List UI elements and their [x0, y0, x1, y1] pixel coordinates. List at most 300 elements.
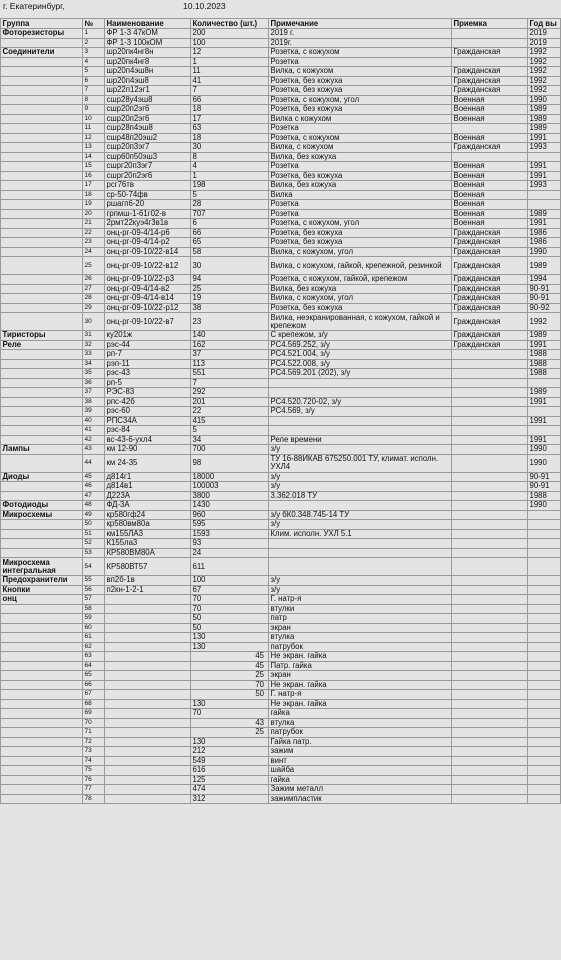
cell-quantity[interactable]: 67: [191, 585, 269, 595]
cell-name[interactable]: ку201ж: [105, 331, 191, 341]
cell-group[interactable]: [1, 257, 83, 275]
cell-group[interactable]: [1, 397, 83, 407]
cell-group[interactable]: [1, 407, 83, 417]
cell-quantity[interactable]: 34: [191, 435, 269, 445]
cell-note[interactable]: [269, 388, 452, 398]
cell-quantity[interactable]: 1: [191, 171, 269, 181]
cell-quantity[interactable]: 200: [191, 29, 269, 39]
cell-number[interactable]: 7: [83, 86, 105, 96]
cell-group[interactable]: [1, 642, 83, 652]
cell-acceptance[interactable]: [452, 472, 528, 482]
cell-year[interactable]: [528, 680, 561, 690]
cell-number[interactable]: 38: [83, 397, 105, 407]
cell-group[interactable]: Фоторезисторы: [1, 29, 83, 39]
cell-number[interactable]: 76: [83, 775, 105, 785]
cell-quantity[interactable]: 63: [191, 124, 269, 134]
cell-quantity[interactable]: 7: [191, 86, 269, 96]
column-header-acceptance[interactable]: Приемка: [452, 19, 528, 29]
cell-year[interactable]: [528, 728, 561, 738]
cell-name[interactable]: кр580гф24: [105, 510, 191, 520]
cell-year[interactable]: [528, 539, 561, 549]
cell-note[interactable]: Не экран. гайка: [269, 652, 452, 662]
cell-acceptance[interactable]: [452, 501, 528, 511]
cell-quantity[interactable]: 1430: [191, 501, 269, 511]
cell-group[interactable]: [1, 38, 83, 48]
cell-note[interactable]: [269, 548, 452, 558]
cell-group[interactable]: Микросхемы: [1, 510, 83, 520]
cell-number[interactable]: 23: [83, 238, 105, 248]
cell-year[interactable]: [528, 652, 561, 662]
cell-quantity[interactable]: 18: [191, 133, 269, 143]
cell-name[interactable]: км155ЛА3: [105, 529, 191, 539]
cell-name[interactable]: ФР 1-3 100кОМ: [105, 38, 191, 48]
cell-group[interactable]: [1, 661, 83, 671]
cell-name[interactable]: Д223А: [105, 491, 191, 501]
cell-acceptance[interactable]: [452, 661, 528, 671]
cell-acceptance[interactable]: [452, 633, 528, 643]
cell-group[interactable]: [1, 313, 83, 331]
cell-acceptance[interactable]: Гражданская: [452, 238, 528, 248]
cell-group[interactable]: [1, 548, 83, 558]
cell-acceptance[interactable]: [452, 718, 528, 728]
cell-name[interactable]: онц-рг-09-10/22-р12: [105, 303, 191, 313]
cell-acceptance[interactable]: [452, 426, 528, 436]
cell-year[interactable]: 1992: [528, 76, 561, 86]
cell-number[interactable]: 63: [83, 652, 105, 662]
cell-name[interactable]: [105, 604, 191, 614]
cell-year[interactable]: 1988: [528, 350, 561, 360]
cell-year[interactable]: [528, 190, 561, 200]
cell-acceptance[interactable]: Гражданская: [452, 303, 528, 313]
cell-year[interactable]: [528, 614, 561, 624]
cell-group[interactable]: [1, 747, 83, 757]
cell-note[interactable]: з/у: [269, 585, 452, 595]
cell-note[interactable]: РС4.569, з/у: [269, 407, 452, 417]
cell-name[interactable]: [105, 709, 191, 719]
cell-note[interactable]: РС4.522.008, з/у: [269, 359, 452, 369]
cell-group[interactable]: Диоды: [1, 472, 83, 482]
cell-number[interactable]: 36: [83, 378, 105, 388]
cell-number[interactable]: 34: [83, 359, 105, 369]
cell-acceptance[interactable]: Гражданская: [452, 143, 528, 153]
cell-acceptance[interactable]: [452, 435, 528, 445]
cell-note[interactable]: [269, 558, 452, 576]
cell-group[interactable]: Предохранители: [1, 576, 83, 586]
cell-name[interactable]: К155ла3: [105, 539, 191, 549]
cell-name[interactable]: сшрг20п3эг7: [105, 162, 191, 172]
cell-group[interactable]: Соединители: [1, 48, 83, 58]
cell-note[interactable]: Вилка, без кожуха: [269, 152, 452, 162]
cell-group[interactable]: [1, 709, 83, 719]
cell-note[interactable]: [269, 539, 452, 549]
cell-note[interactable]: С крепежом, з/у: [269, 331, 452, 341]
cell-name[interactable]: онц-рг-09-4/14-в2: [105, 284, 191, 294]
cell-group[interactable]: Кнопки: [1, 585, 83, 595]
cell-quantity[interactable]: 30: [191, 257, 269, 275]
cell-year[interactable]: 1988: [528, 359, 561, 369]
cell-note[interactable]: з/у: [269, 520, 452, 530]
cell-year[interactable]: 1991: [528, 133, 561, 143]
cell-acceptance[interactable]: [452, 529, 528, 539]
cell-name[interactable]: шр20п4эш8н: [105, 67, 191, 77]
cell-quantity[interactable]: 19: [191, 294, 269, 304]
cell-number[interactable]: 60: [83, 623, 105, 633]
cell-year[interactable]: 90-92: [528, 303, 561, 313]
cell-acceptance[interactable]: Гражданская: [452, 284, 528, 294]
cell-year[interactable]: [528, 426, 561, 436]
cell-year[interactable]: 1991: [528, 397, 561, 407]
cell-group[interactable]: [1, 86, 83, 96]
cell-quantity[interactable]: 30: [191, 143, 269, 153]
cell-quantity[interactable]: 130: [191, 699, 269, 709]
cell-note[interactable]: Клим. исполн. УХЛ 5.1: [269, 529, 452, 539]
cell-group[interactable]: [1, 162, 83, 172]
cell-year[interactable]: 90-91: [528, 284, 561, 294]
cell-note[interactable]: з/у: [269, 482, 452, 492]
cell-quantity[interactable]: 22: [191, 407, 269, 417]
cell-number[interactable]: 41: [83, 426, 105, 436]
cell-number[interactable]: 37: [83, 388, 105, 398]
cell-note[interactable]: Вилка, с кожухом: [269, 143, 452, 153]
cell-year[interactable]: 1993: [528, 181, 561, 191]
cell-group[interactable]: [1, 775, 83, 785]
cell-year[interactable]: [528, 794, 561, 804]
cell-year[interactable]: 1989: [528, 331, 561, 341]
cell-note[interactable]: 2019г.: [269, 38, 452, 48]
cell-number[interactable]: 10: [83, 114, 105, 124]
cell-quantity[interactable]: 5: [191, 190, 269, 200]
cell-number[interactable]: 43: [83, 445, 105, 455]
cell-name[interactable]: п2кн-1-2-1: [105, 585, 191, 595]
cell-name[interactable]: шр20пк4нг8н: [105, 48, 191, 58]
cell-name[interactable]: грпмш-1-61г02-в: [105, 209, 191, 219]
cell-year[interactable]: [528, 200, 561, 210]
cell-name[interactable]: сшр20п2эг6: [105, 105, 191, 115]
cell-year[interactable]: [528, 785, 561, 795]
cell-number[interactable]: 4: [83, 57, 105, 67]
cell-name[interactable]: рп-7: [105, 350, 191, 360]
cell-note[interactable]: Вилка, с кожухом, угол: [269, 247, 452, 257]
cell-year[interactable]: [528, 775, 561, 785]
cell-note[interactable]: Розетка, с кожухом: [269, 133, 452, 143]
cell-group[interactable]: [1, 690, 83, 700]
cell-group[interactable]: Реле: [1, 340, 83, 350]
cell-name[interactable]: ФР 1-3 47кОМ: [105, 29, 191, 39]
cell-year[interactable]: 1992: [528, 48, 561, 58]
cell-year[interactable]: [528, 718, 561, 728]
cell-number[interactable]: 39: [83, 407, 105, 417]
cell-quantity[interactable]: 43: [191, 718, 269, 728]
cell-year[interactable]: 1991: [528, 162, 561, 172]
cell-note[interactable]: патр: [269, 614, 452, 624]
cell-note[interactable]: зажим: [269, 747, 452, 757]
cell-acceptance[interactable]: [452, 152, 528, 162]
cell-note[interactable]: Розетка: [269, 124, 452, 134]
cell-group[interactable]: [1, 728, 83, 738]
cell-name[interactable]: рэс-44: [105, 340, 191, 350]
cell-year[interactable]: 1988: [528, 369, 561, 379]
cell-number[interactable]: 30: [83, 313, 105, 331]
cell-name[interactable]: рэс-43: [105, 369, 191, 379]
cell-year[interactable]: 1986: [528, 228, 561, 238]
cell-year[interactable]: 1989: [528, 124, 561, 134]
cell-year[interactable]: 1991: [528, 171, 561, 181]
cell-year[interactable]: [528, 378, 561, 388]
cell-number[interactable]: 19: [83, 200, 105, 210]
cell-note[interactable]: Вилка, с кожухом: [269, 67, 452, 77]
cell-number[interactable]: 44: [83, 454, 105, 472]
cell-group[interactable]: [1, 350, 83, 360]
cell-note[interactable]: Розетка, без кожуха: [269, 86, 452, 96]
cell-acceptance[interactable]: Военная: [452, 219, 528, 229]
cell-name[interactable]: [105, 728, 191, 738]
cell-name[interactable]: вс-43-6-ухл4: [105, 435, 191, 445]
cell-name[interactable]: [105, 794, 191, 804]
cell-number[interactable]: 48: [83, 501, 105, 511]
cell-year[interactable]: [528, 595, 561, 605]
cell-acceptance[interactable]: [452, 671, 528, 681]
cell-year[interactable]: [528, 576, 561, 586]
cell-acceptance[interactable]: Гражданская: [452, 86, 528, 96]
cell-name[interactable]: [105, 652, 191, 662]
cell-note[interactable]: гайка: [269, 709, 452, 719]
cell-name[interactable]: сшр48п20эш2: [105, 133, 191, 143]
cell-note[interactable]: 3.362.018 ТУ: [269, 491, 452, 501]
cell-number[interactable]: 2: [83, 38, 105, 48]
cell-note[interactable]: втулка: [269, 718, 452, 728]
cell-number[interactable]: 64: [83, 661, 105, 671]
cell-number[interactable]: 70: [83, 718, 105, 728]
cell-quantity[interactable]: 113: [191, 359, 269, 369]
cell-year[interactable]: [528, 585, 561, 595]
cell-name[interactable]: [105, 747, 191, 757]
cell-group[interactable]: [1, 388, 83, 398]
cell-number[interactable]: 72: [83, 737, 105, 747]
cell-acceptance[interactable]: [452, 794, 528, 804]
cell-quantity[interactable]: 595: [191, 520, 269, 530]
cell-quantity[interactable]: 25: [191, 284, 269, 294]
cell-note[interactable]: Вилка: [269, 190, 452, 200]
cell-acceptance[interactable]: [452, 652, 528, 662]
cell-note[interactable]: Гайка патр.: [269, 737, 452, 747]
cell-note[interactable]: Розетка: [269, 57, 452, 67]
cell-acceptance[interactable]: Военная: [452, 114, 528, 124]
cell-year[interactable]: 1994: [528, 275, 561, 285]
cell-name[interactable]: [105, 595, 191, 605]
cell-year[interactable]: 1989: [528, 388, 561, 398]
cell-group[interactable]: [1, 57, 83, 67]
cell-number[interactable]: 15: [83, 162, 105, 172]
cell-note[interactable]: Не экран. гайка: [269, 699, 452, 709]
cell-quantity[interactable]: 8: [191, 152, 269, 162]
cell-number[interactable]: 28: [83, 294, 105, 304]
cell-year[interactable]: 1989: [528, 209, 561, 219]
cell-year[interactable]: 1991: [528, 340, 561, 350]
cell-year[interactable]: [528, 671, 561, 681]
cell-quantity[interactable]: 18000: [191, 472, 269, 482]
cell-name[interactable]: онц-рг-09-4/14-в14: [105, 294, 191, 304]
cell-acceptance[interactable]: [452, 520, 528, 530]
cell-number[interactable]: 74: [83, 756, 105, 766]
cell-quantity[interactable]: 5: [191, 426, 269, 436]
cell-name[interactable]: [105, 661, 191, 671]
cell-number[interactable]: 3: [83, 48, 105, 58]
cell-group[interactable]: [1, 737, 83, 747]
cell-group[interactable]: [1, 209, 83, 219]
cell-note[interactable]: экран: [269, 623, 452, 633]
cell-number[interactable]: 1: [83, 29, 105, 39]
cell-name[interactable]: рэс-84: [105, 426, 191, 436]
cell-name[interactable]: РЭС-83: [105, 388, 191, 398]
cell-number[interactable]: 22: [83, 228, 105, 238]
cell-acceptance[interactable]: [452, 388, 528, 398]
cell-quantity[interactable]: 1: [191, 57, 269, 67]
cell-group[interactable]: [1, 633, 83, 643]
cell-group[interactable]: [1, 785, 83, 795]
cell-number[interactable]: 17: [83, 181, 105, 191]
cell-acceptance[interactable]: [452, 38, 528, 48]
cell-quantity[interactable]: 38: [191, 303, 269, 313]
cell-year[interactable]: 90-91: [528, 482, 561, 492]
cell-quantity[interactable]: 37: [191, 350, 269, 360]
cell-year[interactable]: [528, 766, 561, 776]
column-header-note[interactable]: Примечание: [269, 19, 452, 29]
cell-quantity[interactable]: 45: [191, 652, 269, 662]
cell-year[interactable]: [528, 548, 561, 558]
cell-acceptance[interactable]: [452, 604, 528, 614]
cell-group[interactable]: Фотодиоды: [1, 501, 83, 511]
cell-note[interactable]: гайка: [269, 775, 452, 785]
cell-quantity[interactable]: 93: [191, 539, 269, 549]
cell-acceptance[interactable]: Гражданская: [452, 247, 528, 257]
cell-year[interactable]: 1991: [528, 435, 561, 445]
cell-note[interactable]: Розетка: [269, 209, 452, 219]
cell-number[interactable]: 11: [83, 124, 105, 134]
cell-group[interactable]: [1, 718, 83, 728]
cell-group[interactable]: [1, 766, 83, 776]
cell-year[interactable]: 1993: [528, 143, 561, 153]
cell-acceptance[interactable]: [452, 491, 528, 501]
cell-group[interactable]: [1, 699, 83, 709]
cell-note[interactable]: Г. натр-я: [269, 690, 452, 700]
cell-name[interactable]: [105, 633, 191, 643]
cell-name[interactable]: шр20п4эш8: [105, 76, 191, 86]
cell-note[interactable]: винт: [269, 756, 452, 766]
cell-name[interactable]: [105, 785, 191, 795]
cell-number[interactable]: 58: [83, 604, 105, 614]
cell-group[interactable]: [1, 124, 83, 134]
cell-note[interactable]: Г. натр-я: [269, 595, 452, 605]
cell-quantity[interactable]: 6: [191, 219, 269, 229]
column-header-number[interactable]: №: [83, 19, 105, 29]
cell-year[interactable]: 90-91: [528, 294, 561, 304]
cell-group[interactable]: [1, 238, 83, 248]
cell-year[interactable]: [528, 510, 561, 520]
cell-number[interactable]: 33: [83, 350, 105, 360]
cell-name[interactable]: ршагп6-20: [105, 200, 191, 210]
cell-acceptance[interactable]: Военная: [452, 95, 528, 105]
cell-quantity[interactable]: 201: [191, 397, 269, 407]
cell-acceptance[interactable]: [452, 642, 528, 652]
cell-number[interactable]: 65: [83, 671, 105, 681]
cell-group[interactable]: [1, 623, 83, 633]
cell-note[interactable]: РС4.520.720-02, з/у: [269, 397, 452, 407]
cell-group[interactable]: [1, 539, 83, 549]
cell-acceptance[interactable]: [452, 709, 528, 719]
cell-acceptance[interactable]: [452, 737, 528, 747]
cell-name[interactable]: [105, 766, 191, 776]
cell-acceptance[interactable]: Гражданская: [452, 340, 528, 350]
cell-number[interactable]: 9: [83, 105, 105, 115]
cell-number[interactable]: 21: [83, 219, 105, 229]
cell-year[interactable]: 1990: [528, 247, 561, 257]
cell-name[interactable]: онц-рг-09-4/14-р6: [105, 228, 191, 238]
cell-group[interactable]: онц: [1, 595, 83, 605]
cell-name[interactable]: вп2б-1в: [105, 576, 191, 586]
cell-year[interactable]: 1992: [528, 67, 561, 77]
cell-note[interactable]: Реле времени: [269, 435, 452, 445]
cell-quantity[interactable]: 11: [191, 67, 269, 77]
cell-quantity[interactable]: 66: [191, 228, 269, 238]
cell-note[interactable]: втулки: [269, 604, 452, 614]
cell-acceptance[interactable]: Военная: [452, 200, 528, 210]
cell-year[interactable]: 2019: [528, 29, 561, 39]
cell-name[interactable]: [105, 775, 191, 785]
cell-quantity[interactable]: 707: [191, 209, 269, 219]
cell-group[interactable]: [1, 275, 83, 285]
cell-quantity[interactable]: 23: [191, 313, 269, 331]
cell-quantity[interactable]: 50: [191, 614, 269, 624]
cell-quantity[interactable]: 70: [191, 680, 269, 690]
cell-year[interactable]: [528, 642, 561, 652]
cell-group[interactable]: [1, 294, 83, 304]
cell-name[interactable]: ФД-3А: [105, 501, 191, 511]
cell-acceptance[interactable]: [452, 350, 528, 360]
cell-acceptance[interactable]: [452, 445, 528, 455]
cell-acceptance[interactable]: [452, 454, 528, 472]
cell-acceptance[interactable]: [452, 548, 528, 558]
cell-group[interactable]: [1, 247, 83, 257]
cell-quantity[interactable]: 162: [191, 340, 269, 350]
cell-note[interactable]: Розетка, без кожуха: [269, 171, 452, 181]
cell-note[interactable]: РС4.569.201 (202), з/у: [269, 369, 452, 379]
cell-note[interactable]: Вилка, с кожухом, гайкой, крепежной, резинкой: [269, 257, 452, 275]
cell-note[interactable]: Розетка, без кожуха: [269, 76, 452, 86]
cell-quantity[interactable]: 7: [191, 378, 269, 388]
cell-name[interactable]: рсг76тв: [105, 181, 191, 191]
cell-quantity[interactable]: 1593: [191, 529, 269, 539]
cell-group[interactable]: [1, 529, 83, 539]
cell-quantity[interactable]: 549: [191, 756, 269, 766]
cell-name[interactable]: сшр28у4эш8: [105, 95, 191, 105]
cell-year[interactable]: 1992: [528, 86, 561, 96]
cell-number[interactable]: 5: [83, 67, 105, 77]
cell-quantity[interactable]: 130: [191, 737, 269, 747]
cell-acceptance[interactable]: [452, 397, 528, 407]
cell-quantity[interactable]: 100003: [191, 482, 269, 492]
cell-acceptance[interactable]: [452, 378, 528, 388]
cell-number[interactable]: 27: [83, 284, 105, 294]
cell-year[interactable]: 1992: [528, 57, 561, 67]
cell-note[interactable]: [269, 426, 452, 436]
cell-name[interactable]: км 24-35: [105, 454, 191, 472]
cell-number[interactable]: 14: [83, 152, 105, 162]
cell-name[interactable]: онц-рг-09-4/14-р2: [105, 238, 191, 248]
cell-name[interactable]: 2рмт22куэ4г3в1в: [105, 219, 191, 229]
cell-quantity[interactable]: 18: [191, 105, 269, 115]
cell-number[interactable]: 31: [83, 331, 105, 341]
cell-quantity[interactable]: 70: [191, 709, 269, 719]
